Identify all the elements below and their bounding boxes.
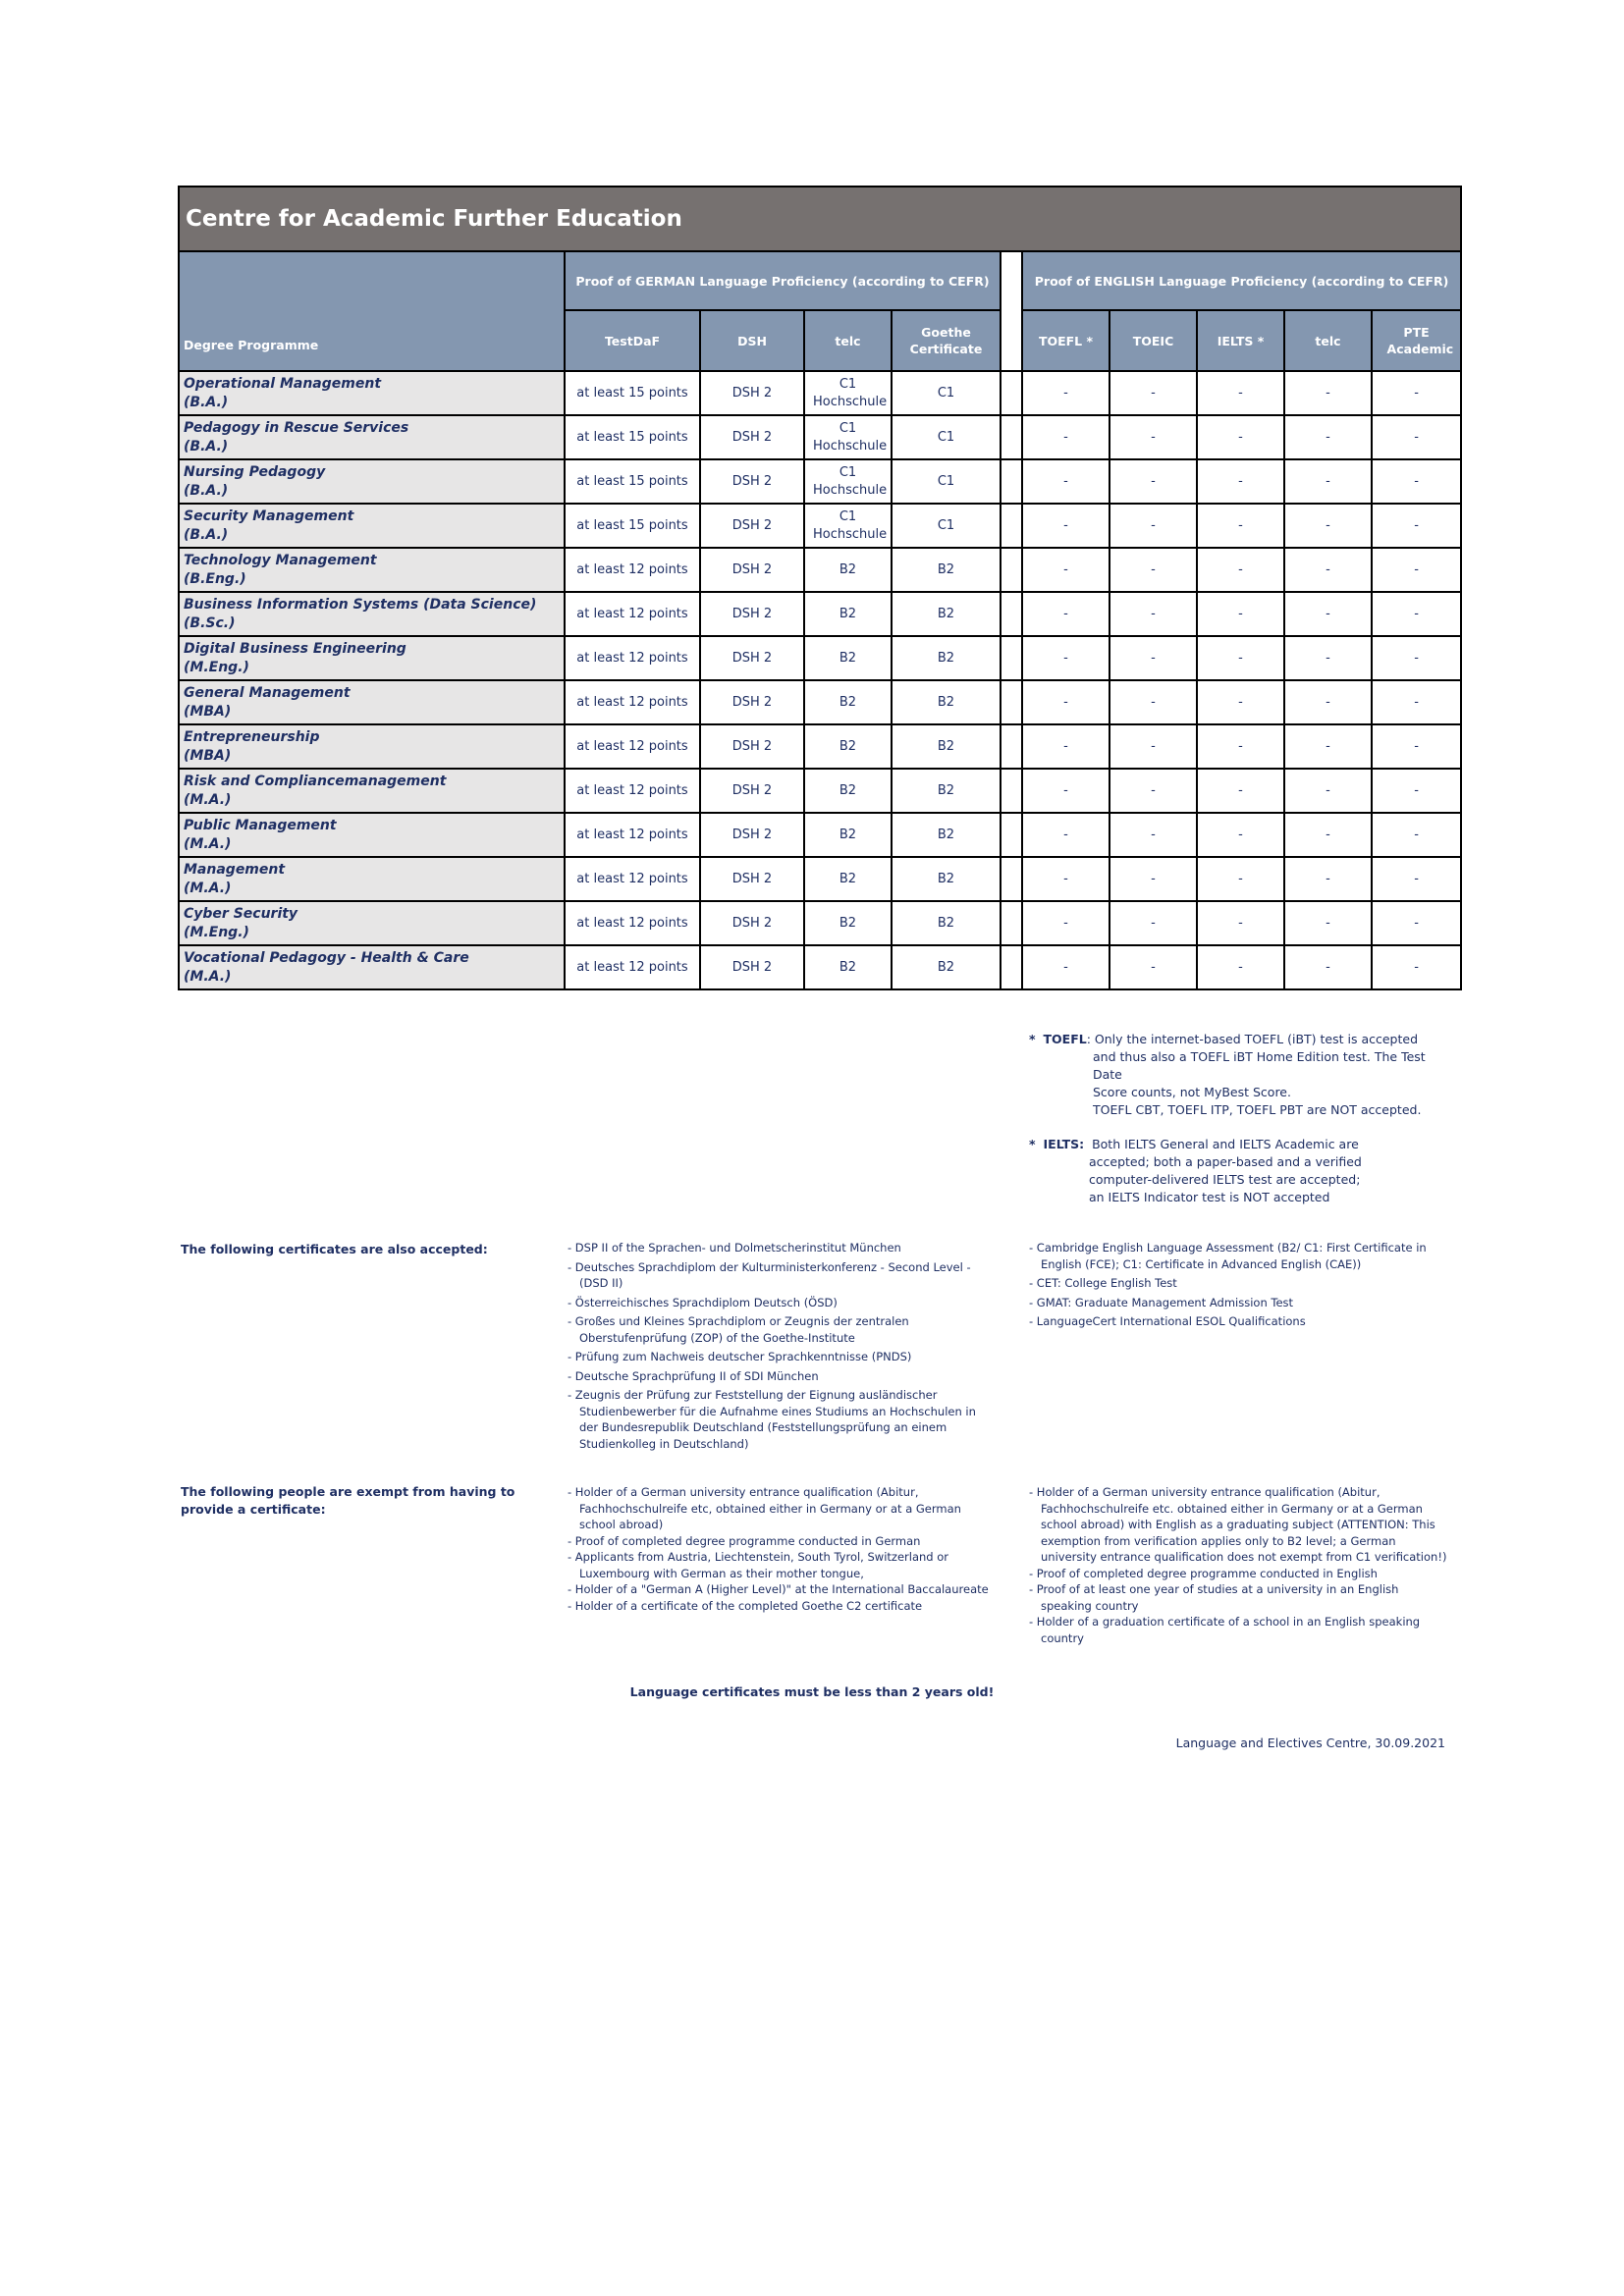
cell-dsh: DSH 2: [700, 945, 804, 989]
cell-toeic: -: [1110, 636, 1197, 680]
cell-telc-en: -: [1284, 813, 1372, 857]
cell-testdaf: at least 12 points: [565, 592, 700, 636]
list-item: - Cambridge English Language Assessment (B2/ C1: First Certificate in English (FCE); C1: Certificate in Advanced English (CAE)): [1029, 1241, 1427, 1271]
list-item: - DSP II of the Sprachen- und Dolmetscherinstitut München: [568, 1241, 901, 1255]
table-row: [179, 459, 1461, 504]
programme-name: Vocational Pedagogy - Health & Care: [184, 949, 469, 966]
cell-toeic: -: [1110, 813, 1197, 857]
cell-ielts: -: [1197, 548, 1284, 592]
cell-toeic: -: [1110, 459, 1197, 504]
cell-dsh: DSH 2: [700, 548, 804, 592]
table-row: [179, 504, 1461, 548]
programme-name: Cyber Security: [184, 905, 298, 922]
cell-toefl: -: [1022, 901, 1110, 945]
programme-degree: (M.A.): [184, 880, 232, 896]
cell-ielts: -: [1197, 680, 1284, 724]
degree-programme-cell: [179, 459, 565, 504]
cell-dsh: DSH 2: [700, 636, 804, 680]
programme-name: Public Management: [184, 817, 337, 833]
cell-ielts: -: [1197, 459, 1284, 504]
column-separator: [1001, 548, 1022, 592]
column-separator: [1001, 813, 1022, 857]
cell-toefl: -: [1022, 548, 1110, 592]
cell-telc: B2: [804, 769, 892, 813]
cell-pte: -: [1372, 901, 1461, 945]
table-body: [179, 371, 1461, 989]
list-item: - Proof of completed degree programme conducted in English: [1029, 1566, 1378, 1580]
degree-programme-cell: [179, 680, 565, 724]
cell-pte: -: [1372, 945, 1461, 989]
col-header-telc-english: telc: [1284, 310, 1372, 371]
programme-name: Security Management: [184, 507, 354, 524]
cell-goethe: B2: [892, 548, 1001, 592]
table-row: [179, 592, 1461, 636]
programme-name: Technology Management: [184, 552, 377, 568]
cell-telc-en: -: [1284, 592, 1372, 636]
cell-dsh: DSH 2: [700, 459, 804, 504]
programme-name: Pedagogy in Rescue Services: [184, 419, 409, 436]
cell-dsh: DSH 2: [700, 813, 804, 857]
cell-goethe: B2: [892, 769, 1001, 813]
column-separator: [1001, 901, 1022, 945]
cell-pte: -: [1372, 636, 1461, 680]
programme-degree: (B.Sc.): [184, 614, 236, 631]
column-separator: [1001, 459, 1022, 504]
col-header-telc-german: telc: [804, 310, 892, 371]
also-accepted-english-list: [1029, 1240, 1432, 1333]
list-item: - Österreichisches Sprachdiplom Deutsch (ÖSD): [568, 1295, 838, 1309]
cell-ielts: -: [1197, 592, 1284, 636]
programme-name: Digital Business Engineering: [184, 640, 406, 657]
cell-dsh: DSH 2: [700, 857, 804, 901]
column-separator: [1001, 251, 1022, 371]
toefl-note: [1029, 1031, 1441, 1119]
cell-toefl: -: [1022, 371, 1110, 415]
cell-pte: -: [1372, 592, 1461, 636]
cell-ielts: -: [1197, 769, 1284, 813]
list-item: - CET: College English Test: [1029, 1276, 1177, 1290]
programme-degree: (MBA): [184, 747, 232, 764]
programme-degree: (MBA): [184, 703, 232, 720]
cell-telc: C1 Hochschule: [804, 415, 892, 459]
programme-name: Nursing Pedagogy: [184, 463, 326, 480]
table-row: [179, 901, 1461, 945]
degree-programme-cell: [179, 636, 565, 680]
cell-toefl: -: [1022, 945, 1110, 989]
table-row: [179, 724, 1461, 769]
cell-testdaf: at least 12 points: [565, 680, 700, 724]
col-header-toefl: TOEFL *: [1022, 310, 1110, 371]
table-row: [179, 415, 1461, 459]
cell-toeic: -: [1110, 724, 1197, 769]
cell-ielts: -: [1197, 371, 1284, 415]
cell-testdaf: at least 12 points: [565, 857, 700, 901]
cell-goethe: B2: [892, 592, 1001, 636]
cell-testdaf: at least 12 points: [565, 769, 700, 813]
programme-degree: (M.Eng.): [184, 659, 249, 675]
cell-telc: B2: [804, 724, 892, 769]
cell-testdaf: at least 12 points: [565, 548, 700, 592]
list-item: - Holder of a "German A (Higher Level)" at the International Baccalaureate: [568, 1582, 989, 1596]
cell-toeic: -: [1110, 548, 1197, 592]
cell-telc-en: -: [1284, 636, 1372, 680]
list-item: - Zeugnis der Prüfung zur Feststellung der Eignung ausländischer Studienbewerber für die Aufnahme eines Studiums an Hochschulen in der Bundesrepublik Deutschland (Feststellungsprüfung an einem Studienkolleg in Deutschland): [568, 1388, 976, 1451]
cell-ielts: -: [1197, 901, 1284, 945]
degree-programme-cell: [179, 592, 565, 636]
list-item: - Applicants from Austria, Liechtenstein, South Tyrol, Switzerland or Luxembourg with German as their mother tongue,: [568, 1550, 948, 1580]
column-separator: [1001, 636, 1022, 680]
cell-toeic: -: [1110, 371, 1197, 415]
column-separator: [1001, 680, 1022, 724]
col-header-testdaf: TestDaF: [565, 310, 700, 371]
cell-telc-en: -: [1284, 504, 1372, 548]
cell-goethe: B2: [892, 945, 1001, 989]
cell-telc-en: -: [1284, 857, 1372, 901]
cell-pte: -: [1372, 371, 1461, 415]
cell-pte: -: [1372, 724, 1461, 769]
cell-toeic: -: [1110, 945, 1197, 989]
cell-dsh: DSH 2: [700, 724, 804, 769]
column-separator: [1001, 857, 1022, 901]
cell-toefl: -: [1022, 724, 1110, 769]
cell-telc: B2: [804, 592, 892, 636]
programme-degree: (M.A.): [184, 791, 232, 808]
language-requirements-table: [178, 186, 1462, 990]
cell-telc: C1 Hochschule: [804, 504, 892, 548]
degree-programme-cell: [179, 945, 565, 989]
ielts-note-text-4: an IELTS Indicator test is NOT accepted: [1089, 1190, 1330, 1204]
col-header-ielts: IELTS *: [1197, 310, 1284, 371]
cell-toefl: -: [1022, 504, 1110, 548]
list-item: - Deutsche Sprachprüfung II of SDI München: [568, 1368, 819, 1383]
table-row: [179, 769, 1461, 813]
degree-programme-cell: [179, 504, 565, 548]
cell-telc: B2: [804, 901, 892, 945]
cell-goethe: B2: [892, 901, 1001, 945]
list-item: - Holder of a certificate of the completed Goethe C2 certificate: [568, 1598, 923, 1613]
programme-degree: (B.A.): [184, 482, 229, 499]
degree-programme-cell: [179, 371, 565, 415]
exempt-german-list: [568, 1484, 990, 1614]
cell-telc-en: -: [1284, 680, 1372, 724]
cell-dsh: DSH 2: [700, 415, 804, 459]
degree-programme-cell: [179, 901, 565, 945]
cell-dsh: DSH 2: [700, 769, 804, 813]
col-header-pte: [1372, 310, 1461, 371]
cell-ielts: -: [1197, 813, 1284, 857]
cell-pte: -: [1372, 415, 1461, 459]
programme-degree: (B.A.): [184, 394, 229, 410]
list-item: - Großes und Kleines Sprachdiplom or Zeugnis der zentralen Oberstufenprüfung (ZOP) of the Goethe-Institute: [568, 1314, 909, 1345]
cell-testdaf: at least 15 points: [565, 459, 700, 504]
cell-toeic: -: [1110, 769, 1197, 813]
cell-telc-en: -: [1284, 459, 1372, 504]
column-separator: [1001, 945, 1022, 989]
cell-toefl: -: [1022, 415, 1110, 459]
programme-degree: (B.A.): [184, 526, 229, 543]
table-row: [179, 813, 1461, 857]
cell-dsh: DSH 2: [700, 680, 804, 724]
cell-ielts: -: [1197, 415, 1284, 459]
toefl-note-text-1: : Only the internet-based TOEFL (iBT) test is accepted: [1086, 1032, 1419, 1046]
footer-note: Language and Electives Centre, 30.09.2021: [1175, 1735, 1445, 1750]
cell-testdaf: at least 12 points: [565, 901, 700, 945]
cell-pte: -: [1372, 459, 1461, 504]
table-row: [179, 857, 1461, 901]
degree-programme-cell: [179, 769, 565, 813]
cell-telc: B2: [804, 548, 892, 592]
programme-degree: (M.A.): [184, 968, 232, 985]
cell-telc: B2: [804, 857, 892, 901]
cell-toefl: -: [1022, 813, 1110, 857]
cell-testdaf: at least 12 points: [565, 636, 700, 680]
cell-telc: B2: [804, 813, 892, 857]
cell-testdaf: at least 15 points: [565, 415, 700, 459]
ielts-note-text-3: computer-delivered IELTS test are accepted;: [1089, 1172, 1361, 1187]
cell-toefl: -: [1022, 459, 1110, 504]
cell-ielts: -: [1197, 504, 1284, 548]
cell-telc: B2: [804, 945, 892, 989]
table-row: [179, 548, 1461, 592]
cell-testdaf: at least 12 points: [565, 945, 700, 989]
list-item: - LanguageCert International ESOL Qualifications: [1029, 1314, 1306, 1328]
cell-toeic: -: [1110, 680, 1197, 724]
cell-testdaf: at least 12 points: [565, 724, 700, 769]
programme-degree: (B.A.): [184, 438, 229, 454]
asterisk: *: [1029, 1032, 1036, 1046]
programme-degree: (M.Eng.): [184, 924, 249, 940]
cell-telc-en: -: [1284, 724, 1372, 769]
cell-toefl: -: [1022, 636, 1110, 680]
cell-ielts: -: [1197, 636, 1284, 680]
cell-telc-en: -: [1284, 945, 1372, 989]
cell-telc-en: -: [1284, 415, 1372, 459]
toefl-note-text-2: and thus also a TOEFL iBT Home Edition test. The Test Date: [1093, 1049, 1426, 1082]
cell-testdaf: at least 15 points: [565, 371, 700, 415]
cell-telc-en: -: [1284, 901, 1372, 945]
ielts-note-text-2: accepted; both a paper-based and a verified: [1089, 1154, 1362, 1169]
col-header-dsh: DSH: [700, 310, 804, 371]
table-row: [179, 680, 1461, 724]
programme-name: Risk and Compliancemanagement: [184, 773, 447, 789]
pte-header-text: PTE Academic: [1386, 325, 1454, 356]
cell-toeic: -: [1110, 901, 1197, 945]
list-item: - Proof of completed degree programme conducted in German: [568, 1533, 921, 1548]
ielts-note-text-1: Both IELTS General and IELTS Academic are: [1092, 1137, 1359, 1151]
cell-dsh: DSH 2: [700, 371, 804, 415]
programme-name: Operational Management: [184, 375, 382, 392]
cell-toeic: -: [1110, 592, 1197, 636]
cell-telc-en: -: [1284, 769, 1372, 813]
table-row: [179, 636, 1461, 680]
list-item: - Holder of a German university entrance qualification (Abitur, Fachhochschulreife etc. obtained either in Germany or at a German school abroad) with English as a graduating subject (ATTENTION: This exemption from verification applies only to B2 level; a German university entrance qualification does not exempt from C1 verification!): [1029, 1485, 1447, 1564]
degree-programme-cell: [179, 857, 565, 901]
cell-goethe: C1: [892, 415, 1001, 459]
toefl-note-text-4: TOEFL CBT, TOEFL ITP, TOEFL PBT are NOT accepted.: [1093, 1102, 1422, 1117]
cell-pte: -: [1372, 504, 1461, 548]
degree-programme-cell: [179, 724, 565, 769]
toefl-note-line-1: [1029, 1031, 1441, 1048]
cell-telc-en: -: [1284, 371, 1372, 415]
column-separator: [1001, 371, 1022, 415]
cell-pte: -: [1372, 813, 1461, 857]
cell-toefl: -: [1022, 592, 1110, 636]
cell-dsh: DSH 2: [700, 504, 804, 548]
cell-goethe: C1: [892, 459, 1001, 504]
degree-programme-cell: [179, 548, 565, 592]
programme-name: Entrepreneurship: [184, 728, 320, 745]
cell-pte: -: [1372, 857, 1461, 901]
programme-degree: (M.A.): [184, 835, 232, 852]
cell-pte: -: [1372, 680, 1461, 724]
cell-goethe: B2: [892, 857, 1001, 901]
exempt-label: The following people are exempt from having to provide a certificate:: [181, 1484, 515, 1517]
ielts-note: [1029, 1136, 1441, 1206]
cell-ielts: -: [1197, 857, 1284, 901]
list-item: - Holder of a German university entrance qualification (Abitur, Fachhochschulreife etc, obtained either in Germany or at a German school abroad): [568, 1485, 961, 1531]
goethe-header-text: Goethe Certificate: [909, 325, 983, 356]
toefl-note-label: TOEFL: [1043, 1032, 1087, 1046]
cell-ielts: -: [1197, 945, 1284, 989]
list-item: - Deutsches Sprachdiplom der Kulturministerkonferenz - Second Level - (DSD II): [568, 1259, 971, 1290]
column-separator: [1001, 724, 1022, 769]
programme-name: Management: [184, 861, 286, 878]
cell-goethe: C1: [892, 504, 1001, 548]
cell-dsh: DSH 2: [700, 901, 804, 945]
programme-name: Business Information Systems (Data Science): [184, 596, 537, 613]
cell-toefl: -: [1022, 680, 1110, 724]
cell-pte: -: [1372, 548, 1461, 592]
cell-telc-en: -: [1284, 548, 1372, 592]
column-separator: [1001, 592, 1022, 636]
also-accepted-label: The following certificates are also accepted:: [181, 1242, 488, 1256]
ielts-note-label: IELTS:: [1043, 1137, 1085, 1151]
english-proficiency-header: Proof of ENGLISH Language Proficiency (according to CEFR): [1022, 251, 1461, 310]
col-header-toeic: TOEIC: [1110, 310, 1197, 371]
cell-toeic: -: [1110, 415, 1197, 459]
cell-testdaf: at least 12 points: [565, 813, 700, 857]
exempt-english-list: [1029, 1484, 1451, 1646]
table-title: Centre for Academic Further Education: [179, 187, 1461, 251]
programme-name: General Management: [184, 684, 351, 701]
table-row: [179, 945, 1461, 989]
cell-testdaf: at least 15 points: [565, 504, 700, 548]
degree-programme-cell: [179, 813, 565, 857]
col-header-goethe: [892, 310, 1001, 371]
degree-programme-header: Degree Programme: [179, 251, 565, 371]
table-row: [179, 371, 1461, 415]
cell-toeic: -: [1110, 504, 1197, 548]
cell-goethe: B2: [892, 813, 1001, 857]
cell-pte: -: [1372, 769, 1461, 813]
cell-goethe: B2: [892, 680, 1001, 724]
german-proficiency-header: Proof of GERMAN Language Proficiency (according to CEFR): [565, 251, 1001, 310]
ielts-note-line-1: [1029, 1136, 1441, 1153]
cell-ielts: -: [1197, 724, 1284, 769]
also-accepted-german-list: [568, 1240, 990, 1455]
validity-note: Language certificates must be less than 2 years old!: [629, 1684, 995, 1699]
cell-telc: B2: [804, 680, 892, 724]
list-item: - Prüfung zum Nachweis deutscher Sprachkenntnisse (PNDS): [568, 1350, 912, 1363]
cell-goethe: B2: [892, 724, 1001, 769]
cell-telc: B2: [804, 636, 892, 680]
programme-degree: (B.Eng.): [184, 570, 246, 587]
list-item: - Holder of a graduation certificate of a school in an English speaking country: [1029, 1615, 1421, 1645]
cell-toeic: -: [1110, 857, 1197, 901]
cell-dsh: DSH 2: [700, 592, 804, 636]
cell-toefl: -: [1022, 857, 1110, 901]
cell-goethe: B2: [892, 636, 1001, 680]
list-item: - GMAT: Graduate Management Admission Test: [1029, 1295, 1294, 1309]
cell-toefl: -: [1022, 769, 1110, 813]
cell-telc: C1 Hochschule: [804, 371, 892, 415]
toefl-note-text-3: Score counts, not MyBest Score.: [1093, 1085, 1291, 1099]
list-item: - Proof of at least one year of studies at a university in an English speaking country: [1029, 1582, 1399, 1613]
cell-goethe: C1: [892, 371, 1001, 415]
column-separator: [1001, 769, 1022, 813]
asterisk: *: [1029, 1137, 1036, 1151]
column-separator: [1001, 415, 1022, 459]
cell-telc: C1 Hochschule: [804, 459, 892, 504]
degree-programme-cell: [179, 415, 565, 459]
column-separator: [1001, 504, 1022, 548]
